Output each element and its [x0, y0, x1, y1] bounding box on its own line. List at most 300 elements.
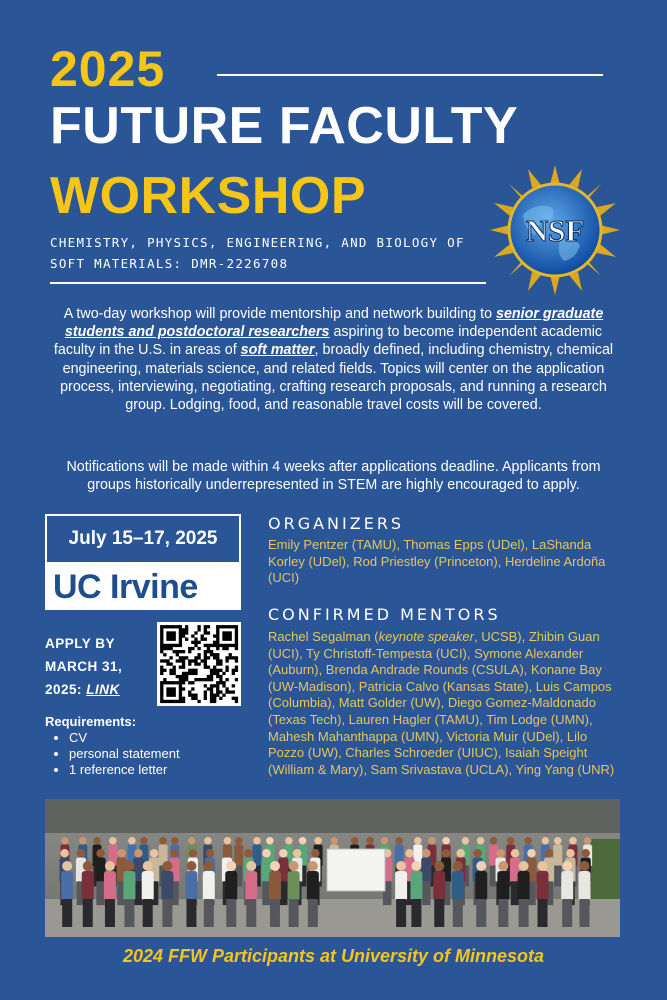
description-paragraph [50, 305, 617, 414]
qr-module [169, 662, 172, 665]
participant [308, 861, 318, 871]
qr-module [173, 625, 176, 628]
qr-module [207, 644, 210, 647]
qr-module [207, 650, 210, 653]
qr-module [219, 681, 222, 684]
qr-module [179, 697, 182, 700]
participant [442, 849, 451, 858]
participant [140, 837, 148, 845]
participant [270, 899, 280, 927]
qr-module [213, 697, 216, 700]
qr-module [232, 656, 235, 659]
qr-module [235, 641, 238, 644]
participant [538, 861, 548, 871]
qr-module [235, 669, 238, 672]
participant [330, 837, 338, 845]
qr-module [188, 681, 191, 684]
qr-module [163, 678, 166, 681]
qr-module [173, 672, 176, 675]
participant [224, 837, 232, 845]
qr-module [204, 662, 207, 665]
qr-module [204, 678, 207, 681]
participant [159, 837, 167, 845]
qr-module [216, 634, 219, 637]
participant [553, 845, 562, 868]
participant [162, 861, 172, 871]
requirement-item: • 1 reference letter [69, 762, 180, 778]
qr-module [207, 631, 210, 634]
participant [143, 861, 153, 871]
qr-module [160, 681, 163, 684]
qr-module [235, 638, 238, 641]
participant [61, 837, 69, 845]
qr-code[interactable] [157, 622, 241, 706]
qr-module [216, 662, 219, 665]
participant [245, 871, 257, 901]
participant [226, 861, 236, 871]
qr-module [219, 697, 222, 700]
qr-module [160, 690, 163, 693]
qr-module [216, 653, 219, 656]
participant [554, 837, 562, 845]
participant [161, 871, 173, 901]
mentors-text-a: Rachel Segalman ( [268, 629, 379, 644]
organizers-list: Emily Pentzer (TAMU), Thomas Epps (UDel), LaShanda Korley (UDel), Rod Priestley (Princeton), Herdeline Ardoña (UCI) [268, 537, 606, 586]
participant [206, 849, 215, 858]
qr-module [197, 653, 200, 656]
qr-module [225, 634, 228, 637]
participant [109, 837, 117, 845]
participant [143, 899, 153, 927]
nsf-logo-text: NSF [525, 213, 585, 248]
qr-module [179, 644, 182, 647]
group-photo [45, 799, 620, 937]
qr-module [179, 678, 182, 681]
qr-module [173, 681, 176, 684]
participant [307, 871, 319, 901]
qr-module [179, 690, 182, 693]
qr-module [194, 662, 197, 665]
participant [396, 899, 406, 927]
qr-module [210, 678, 213, 681]
participant [442, 837, 450, 845]
qr-module [194, 697, 197, 700]
qr-module [179, 675, 182, 678]
qr-module [216, 681, 219, 684]
qr-module [210, 650, 213, 653]
qr-module [194, 659, 197, 662]
qr-module [163, 644, 166, 647]
participant [77, 849, 86, 858]
participant [299, 837, 307, 845]
participant [537, 871, 549, 901]
participant [428, 837, 436, 845]
participant [562, 899, 572, 927]
qr-module [191, 694, 194, 697]
qr-module [232, 684, 235, 687]
qr-module [225, 631, 228, 634]
qr-module [182, 697, 185, 700]
qr-module [197, 647, 200, 650]
qr-module [222, 625, 225, 628]
qr-module [197, 662, 200, 665]
qr-module [173, 634, 176, 637]
participant [170, 849, 179, 858]
qr-module [235, 659, 238, 662]
qr-module [160, 641, 163, 644]
participant [244, 849, 253, 858]
participant [422, 881, 431, 905]
qr-module [163, 659, 166, 662]
participant [150, 849, 159, 858]
participant [411, 861, 421, 871]
qr-module [188, 672, 191, 675]
qr-module [204, 659, 207, 662]
participant [497, 871, 509, 901]
qr-module [173, 690, 176, 693]
participant [434, 861, 444, 871]
qr-module [207, 625, 210, 628]
qr-module [176, 644, 179, 647]
qr-module [194, 672, 197, 675]
qr-module [219, 690, 222, 693]
qr-module [163, 625, 166, 628]
qr-module [219, 625, 222, 628]
qr-module [185, 656, 188, 659]
qr-module [204, 625, 207, 628]
participant [204, 899, 214, 927]
participant [308, 899, 318, 927]
qr-module [173, 694, 176, 697]
qr-module [207, 675, 210, 678]
qr-module [182, 678, 185, 681]
qr-module [191, 672, 194, 675]
qr-module [160, 672, 163, 675]
description-text-a: A two-day workshop will provide mentorship and network building to [63, 306, 497, 322]
qr-module [169, 690, 172, 693]
participant [185, 871, 197, 901]
requirements [45, 714, 180, 778]
qr-module [194, 669, 197, 672]
subtitle [50, 232, 490, 274]
participant [311, 849, 320, 858]
qr-module [166, 638, 169, 641]
qr-module [213, 666, 216, 669]
qr-module [191, 641, 194, 644]
qr-module [235, 625, 238, 628]
qr-module [176, 650, 179, 653]
qr-module [197, 700, 200, 703]
qr-module [235, 678, 238, 681]
qr-module [179, 625, 182, 628]
participant [186, 861, 196, 871]
qr-module [166, 659, 169, 662]
participant [123, 871, 135, 901]
subtitle-line2: SOFT MATERIALS: DMR-2226708 [50, 256, 289, 271]
participant [96, 849, 105, 858]
qr-module [169, 634, 172, 637]
qr-module [213, 700, 216, 703]
qr-module [182, 681, 185, 684]
participant [104, 871, 116, 901]
qr-module [191, 647, 194, 650]
qr-module [185, 675, 188, 678]
qr-module [216, 687, 219, 690]
qr-module [160, 625, 163, 628]
participant [351, 837, 359, 845]
participant [421, 858, 431, 884]
qr-module [222, 644, 225, 647]
qr-module [173, 669, 176, 672]
qr-module [166, 644, 169, 647]
qr-module [160, 684, 163, 687]
requirements-heading: Requirements: [45, 714, 137, 729]
qr-module [222, 638, 225, 641]
qr-module [197, 641, 200, 644]
qr-module [213, 669, 216, 672]
participant [496, 849, 505, 858]
qr-module [191, 634, 194, 637]
qr-module [213, 672, 216, 675]
qr-module [176, 700, 179, 703]
qr-module [197, 625, 200, 628]
qr-module [160, 700, 163, 703]
qr-module [197, 678, 200, 681]
participant [262, 849, 271, 858]
qr-module [210, 690, 213, 693]
participant [289, 861, 299, 871]
qr-module [182, 631, 185, 634]
qr-module [210, 684, 213, 687]
qr-module [216, 656, 219, 659]
description-text-b: aspiring to become independent academic faculty in the U.S. in areas of [53, 324, 603, 359]
qr-module [207, 656, 210, 659]
participant [433, 871, 445, 901]
participant [246, 899, 256, 927]
qr-module [169, 694, 172, 697]
qr-module [229, 625, 232, 628]
participant [519, 899, 529, 927]
qr-module [179, 666, 182, 669]
qr-module [194, 644, 197, 647]
qr-module [188, 669, 191, 672]
qr-module [194, 694, 197, 697]
qr-module [179, 687, 182, 690]
mentors-list [268, 629, 620, 778]
participant [411, 899, 421, 927]
qr-module [222, 647, 225, 650]
participant [410, 871, 422, 901]
qr-module [166, 690, 169, 693]
participant [203, 871, 215, 901]
qr-module [166, 662, 169, 665]
qr-module [169, 656, 172, 659]
apply-link[interactable]: LINK [86, 682, 120, 697]
qr-module [179, 684, 182, 687]
qr-module [173, 650, 176, 653]
qr-module [169, 669, 172, 672]
apply-line3: 2025: [45, 682, 87, 697]
participant [405, 849, 414, 858]
qr-module [204, 690, 207, 693]
qr-module [216, 647, 219, 650]
participant [105, 899, 115, 927]
qr-module [185, 628, 188, 631]
qr-module [232, 697, 235, 700]
event-venue: UC Irvine [45, 564, 241, 610]
qr-module [222, 694, 225, 697]
qr-module [225, 666, 228, 669]
qr-module [173, 638, 176, 641]
qr-module [201, 634, 204, 637]
qr-module [225, 625, 228, 628]
qr-module [219, 662, 222, 665]
qr-module [179, 631, 182, 634]
participant [475, 871, 487, 901]
participant [204, 837, 212, 845]
qr-module [160, 638, 163, 641]
qr-module [179, 694, 182, 697]
qr-module [204, 650, 207, 653]
qr-module [173, 644, 176, 647]
qr-module [166, 700, 169, 703]
qr-module [176, 659, 179, 662]
qr-module [173, 687, 176, 690]
participant [453, 899, 463, 927]
qr-module [160, 647, 163, 650]
qr-module [210, 694, 213, 697]
qr-module [222, 681, 225, 684]
qr-module [232, 625, 235, 628]
participant [566, 849, 575, 858]
qr-module [163, 669, 166, 672]
qr-module [225, 656, 228, 659]
qr-module [232, 690, 235, 693]
qr-module [176, 681, 179, 684]
participant [545, 849, 554, 858]
qr-module [179, 681, 182, 684]
qr-module [213, 644, 216, 647]
qr-module [216, 638, 219, 641]
qr-module [225, 690, 228, 693]
qr-module [229, 653, 232, 656]
qr-module [210, 675, 213, 678]
requirement-item: • CV [69, 730, 180, 746]
mentors-text-b: , UCSB), Zhibin Guan (UCI), Ty Christoff-Tempesta (UCI), Symone Alexander (Auburn), Brenda Andrade Rounds (CSULA), Konane Bay (UW-Madison), Patricia Calvo (Kansas State), Luis Campos (Columbia), Matt Golder (UW), Diego Gomez-Maldonado (Texas Tech), Lauren Hagler (TAMU), Tim Lodge (UMN), Mahesh Mahanthappa (UMN), Victoria Muir (UDel), Lilo Pozzo (UW), Charles Schroeder (UIUC), Isaiah Speight (William & Mary), Sam Srivastava (UCLA), Ying Yang (UNR) [268, 629, 615, 777]
qr-module [197, 656, 200, 659]
qr-module [166, 625, 169, 628]
qr-module [222, 634, 225, 637]
qr-module [182, 659, 185, 662]
qr-module [232, 669, 235, 672]
participant [452, 871, 464, 901]
qr-module [210, 653, 213, 656]
requirement-item: • personal statement [69, 746, 180, 762]
qr-module [188, 650, 191, 653]
qr-module [235, 628, 238, 631]
participant [395, 871, 407, 901]
qr-module [235, 647, 238, 650]
qr-module [179, 628, 182, 631]
apply-line1: APPLY BY [45, 636, 116, 651]
organizers-heading: ORGANIZERS [268, 514, 405, 533]
header-divider-top [217, 74, 603, 76]
keynote-label: keynote speaker [378, 629, 474, 644]
qr-module [201, 659, 204, 662]
qr-module [182, 666, 185, 669]
qr-module [229, 631, 232, 634]
qr-module [169, 647, 172, 650]
qr-module [204, 666, 207, 669]
participant [124, 899, 134, 927]
qr-module [194, 656, 197, 659]
participant [562, 861, 572, 871]
participant [186, 899, 196, 927]
participant [246, 861, 256, 871]
qr-module [204, 631, 207, 634]
qr-module [213, 684, 216, 687]
participant [462, 837, 470, 845]
qr-module [216, 631, 219, 634]
qr-module [216, 641, 219, 644]
qr-module [225, 678, 228, 681]
qr-module [216, 694, 219, 697]
participant [253, 837, 260, 845]
qr-module [163, 647, 166, 650]
qr-module [176, 653, 179, 656]
qr-module [160, 650, 163, 653]
participant [128, 837, 136, 845]
qr-module [176, 675, 179, 678]
participant [507, 837, 515, 845]
qr-module [219, 675, 222, 678]
qr-module [173, 700, 176, 703]
qr-module [216, 690, 219, 693]
participant [476, 899, 486, 927]
qr-module [235, 631, 238, 634]
qr-module [191, 681, 194, 684]
qr-module [160, 669, 163, 672]
qr-module [207, 666, 210, 669]
qr-module [235, 644, 238, 647]
qr-module [169, 638, 172, 641]
participant [490, 837, 498, 845]
qr-module [225, 669, 228, 672]
participant [396, 861, 406, 871]
qr-module [163, 653, 166, 656]
participant [83, 861, 93, 871]
qr-module [182, 672, 185, 675]
photo-caption: 2024 FFW Participants at University of Minnesota [122, 946, 545, 966]
qr-module [213, 694, 216, 697]
title-future-faculty: FUTURE FACULTY [50, 97, 519, 155]
qr-module [182, 656, 185, 659]
qr-module [185, 638, 188, 641]
subtitle-line1: CHEMISTRY, PHYSICS, ENGINEERING, AND BIOLOGY OF [50, 235, 465, 250]
qr-module [188, 690, 191, 693]
qr-module [182, 650, 185, 653]
qr-module [204, 697, 207, 700]
qr-module [235, 697, 238, 700]
participant [498, 861, 508, 871]
participant [62, 861, 72, 871]
qr-module [216, 675, 219, 678]
qr-module [166, 634, 169, 637]
participant [498, 899, 508, 927]
qr-module [216, 625, 219, 628]
participant [288, 871, 300, 901]
qr-module [216, 684, 219, 687]
